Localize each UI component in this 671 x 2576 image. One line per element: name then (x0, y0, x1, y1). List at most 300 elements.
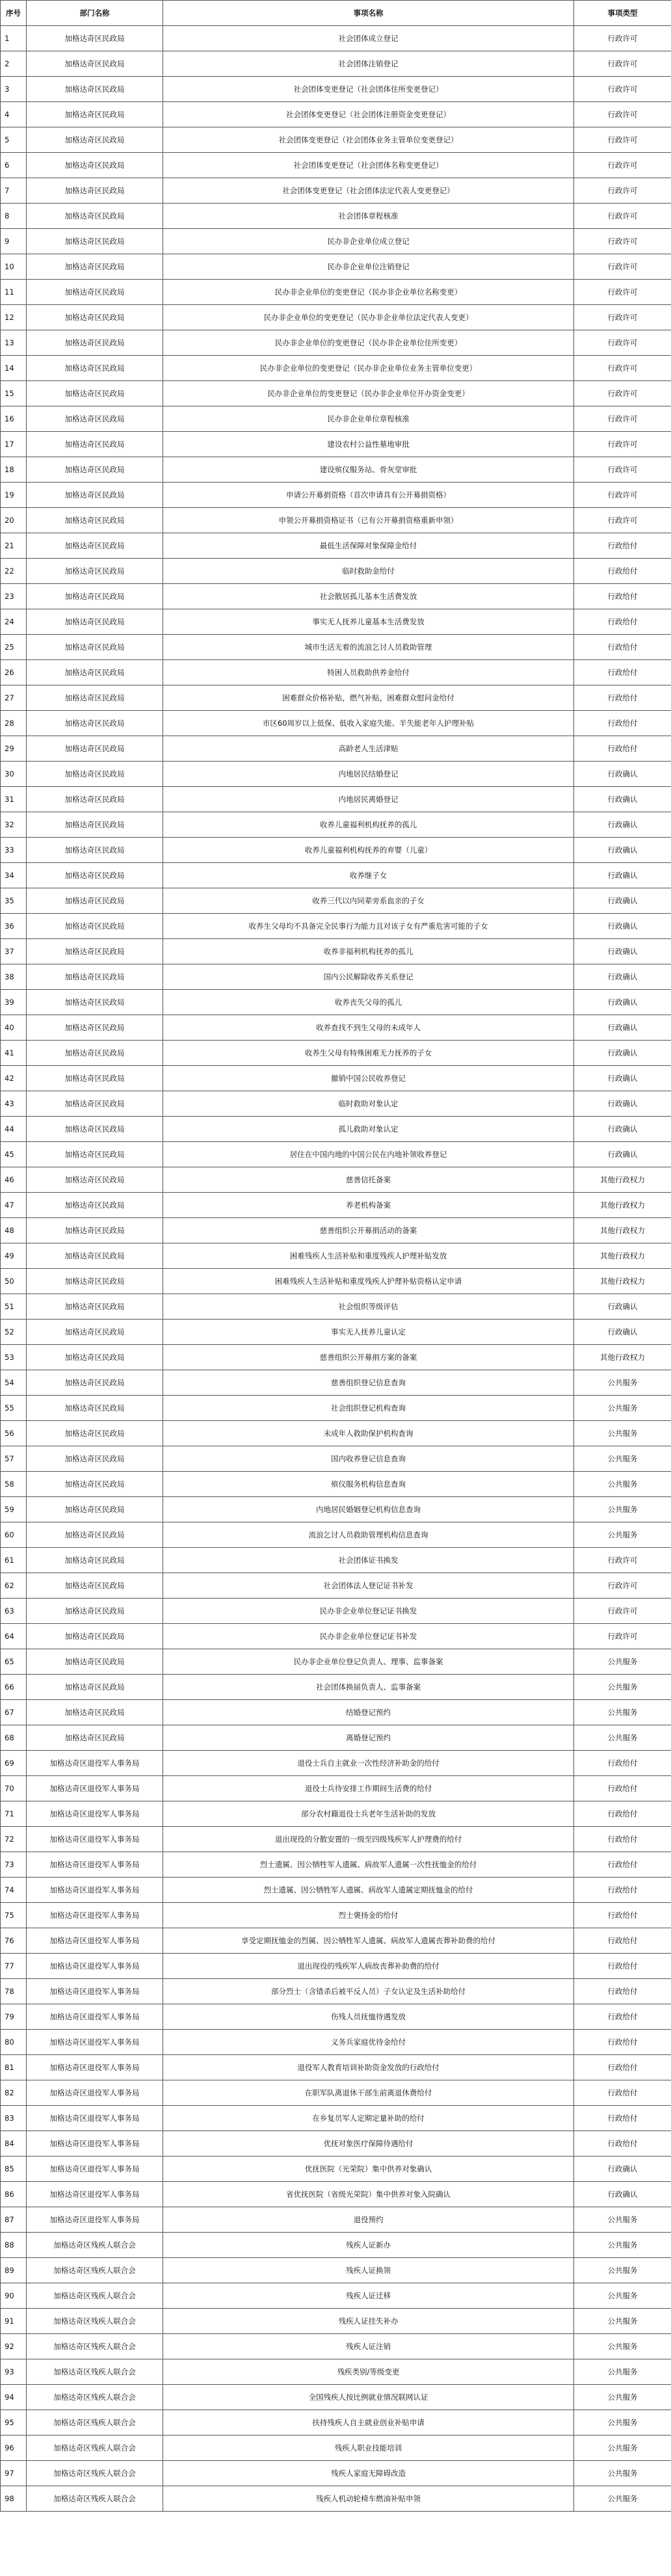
table-row (1, 1066, 671, 1091)
department-cell: 加格达奇区残疾人联合会 (27, 2486, 163, 2512)
item-name-cell: 收养三代以内同辈旁系血亲的子女 (163, 888, 574, 914)
item-type-cell: 行政确认 (574, 888, 671, 914)
item-type-cell: 行政许可 (574, 26, 671, 51)
serial-cell: 90 (1, 2283, 27, 2309)
department-cell: 加格达奇区民政局 (27, 508, 163, 533)
item-type-cell: 行政许可 (574, 77, 671, 102)
item-name-cell: 困难群众价格补贴，燃气补贴，困难群众慰问金给付 (163, 685, 574, 711)
item-name-cell: 撤销中国公民收养登记 (163, 1066, 574, 1091)
item-type-cell: 公共服务 (574, 1725, 671, 1751)
serial-cell: 2 (1, 51, 27, 77)
table-row (1, 533, 671, 559)
item-name-cell: 慈善组织公开募捐方案的备案 (163, 1345, 574, 1370)
table-row (1, 838, 671, 863)
serial-cell: 47 (1, 1193, 27, 1218)
serial-cell: 33 (1, 838, 27, 863)
item-type-cell: 行政确认 (574, 990, 671, 1015)
department-cell: 加格达奇区民政局 (27, 1269, 163, 1294)
serial-cell: 88 (1, 2233, 27, 2258)
serial-cell: 3 (1, 77, 27, 102)
item-type-cell: 行政给付 (574, 660, 671, 685)
item-name-cell: 残疾人证迁移 (163, 2283, 574, 2309)
serial-cell: 96 (1, 2436, 27, 2461)
serial-cell: 69 (1, 1751, 27, 1776)
item-name-cell: 社会团体法人登记证书补发 (163, 1573, 574, 1599)
item-type-cell: 行政给付 (574, 1903, 671, 1928)
serial-cell: 64 (1, 1624, 27, 1649)
item-name-cell: 省优抚医院（省级光荣院）集中供养对象入院确认 (163, 2182, 574, 2207)
serial-cell: 30 (1, 762, 27, 787)
item-name-cell: 收养继子女 (163, 863, 574, 888)
serial-cell: 86 (1, 2182, 27, 2207)
table-row (1, 1041, 671, 1066)
table-row (1, 736, 671, 762)
serial-cell: 68 (1, 1725, 27, 1751)
serial-cell: 41 (1, 1041, 27, 1066)
table-row (1, 305, 671, 330)
item-name-cell: 孤儿救助对象认定 (163, 1117, 574, 1142)
item-name-cell: 民办非企业单位登记证书补发 (163, 1624, 574, 1649)
department-cell: 加格达奇区民政局 (27, 381, 163, 406)
item-type-cell: 其他行政权力 (574, 1167, 671, 1193)
serial-cell: 76 (1, 1928, 27, 1954)
table-row (1, 1954, 671, 1979)
table-row (1, 2486, 671, 2512)
department-cell: 加格达奇区民政局 (27, 254, 163, 280)
department-cell: 加格达奇区民政局 (27, 77, 163, 102)
item-type-cell: 行政给付 (574, 1776, 671, 1801)
serial-cell: 28 (1, 711, 27, 736)
department-cell: 加格达奇区退役军人事务局 (27, 1751, 163, 1776)
serial-cell: 59 (1, 1497, 27, 1522)
item-type-cell: 行政确认 (574, 787, 671, 812)
table-row (1, 2334, 671, 2359)
department-cell: 加格达奇区残疾人联合会 (27, 2410, 163, 2436)
serial-cell: 8 (1, 204, 27, 229)
item-name-cell: 殡仪服务机构信息查询 (163, 1472, 574, 1497)
item-name-cell: 在职军队离退休干部生前离退休费给付 (163, 2080, 574, 2106)
table-row (1, 2030, 671, 2055)
item-type-cell: 公共服务 (574, 1396, 671, 1421)
serial-cell: 58 (1, 1472, 27, 1497)
serial-cell: 78 (1, 1979, 27, 2004)
table-row (1, 1599, 671, 1624)
table-row (1, 432, 671, 457)
header-item-name: 事项名称 (163, 1, 574, 26)
department-cell: 加格达奇区民政局 (27, 1675, 163, 1700)
item-name-cell: 高龄老人生活津贴 (163, 736, 574, 762)
item-type-cell: 行政给付 (574, 685, 671, 711)
item-name-cell: 部分烈士（含错杀后被平反人员）子女认定及生活补助给付 (163, 1979, 574, 2004)
table-row (1, 2283, 671, 2309)
item-name-cell: 民办非企业单位登记负责人、理事、监事备案 (163, 1649, 574, 1675)
serial-cell: 50 (1, 1269, 27, 1294)
department-cell: 加格达奇区残疾人联合会 (27, 2258, 163, 2283)
item-name-cell: 社会团体注销登记 (163, 51, 574, 77)
serial-cell: 24 (1, 609, 27, 635)
item-name-cell: 残疾人职业技能培训 (163, 2436, 574, 2461)
serial-cell: 40 (1, 1015, 27, 1041)
serial-cell: 13 (1, 330, 27, 356)
department-cell: 加格达奇区退役军人事务局 (27, 1852, 163, 1878)
serial-cell: 5 (1, 127, 27, 153)
department-cell: 加格达奇区民政局 (27, 1446, 163, 1472)
item-name-cell: 城市生活无着的流浪乞讨人员救助管理 (163, 635, 574, 660)
department-cell: 加格达奇区民政局 (27, 1041, 163, 1066)
serial-cell: 79 (1, 2004, 27, 2030)
department-cell: 加格达奇区民政局 (27, 584, 163, 609)
table-row (1, 26, 671, 51)
department-cell: 加格达奇区残疾人联合会 (27, 2436, 163, 2461)
item-type-cell: 行政给付 (574, 609, 671, 635)
table-row (1, 1497, 671, 1522)
table-row (1, 127, 671, 153)
item-name-cell: 收养非福利机构抚养的孤儿 (163, 939, 574, 964)
serial-cell: 98 (1, 2486, 27, 2512)
item-name-cell: 社会散居孤儿基本生活费发放 (163, 584, 574, 609)
table-row (1, 1573, 671, 1599)
item-type-cell: 公共服务 (574, 2410, 671, 2436)
table-row (1, 863, 671, 888)
serial-cell: 77 (1, 1954, 27, 1979)
department-cell: 加格达奇区民政局 (27, 432, 163, 457)
item-type-cell: 行政许可 (574, 204, 671, 229)
department-cell: 加格达奇区民政局 (27, 1091, 163, 1117)
table-row (1, 609, 671, 635)
table-row (1, 2106, 671, 2131)
table-row (1, 280, 671, 305)
table-row (1, 990, 671, 1015)
item-type-cell: 行政许可 (574, 356, 671, 381)
item-name-cell: 退役军人教育培训补助资金发放的行政给付 (163, 2055, 574, 2080)
item-name-cell: 社会团体变更登记（社会团体法定代表人变更登记） (163, 178, 574, 204)
item-name-cell: 社会团体成立登记 (163, 26, 574, 51)
table-row (1, 660, 671, 685)
table-row (1, 2055, 671, 2080)
department-cell: 加格达奇区民政局 (27, 51, 163, 77)
item-type-cell: 行政确认 (574, 1041, 671, 1066)
table-row (1, 762, 671, 787)
table-row (1, 685, 671, 711)
table-row (1, 229, 671, 254)
item-name-cell: 部分农村籍退役士兵老年生活补助的发放 (163, 1801, 574, 1827)
serial-cell: 49 (1, 1243, 27, 1269)
serial-cell: 80 (1, 2030, 27, 2055)
department-cell: 加格达奇区民政局 (27, 1320, 163, 1345)
department-cell: 加格达奇区退役军人事务局 (27, 2207, 163, 2233)
serial-cell: 48 (1, 1218, 27, 1243)
item-type-cell: 公共服务 (574, 2334, 671, 2359)
serial-cell: 19 (1, 483, 27, 508)
item-type-cell: 行政给付 (574, 736, 671, 762)
item-name-cell: 社会团体变更登记（社会团体注册资金变更登记） (163, 102, 574, 127)
item-name-cell: 社会组织等级评估 (163, 1294, 574, 1320)
item-name-cell: 民办非企业单位的变更登记（民办非企业单位业务主管单位变更） (163, 356, 574, 381)
department-cell: 加格达奇区民政局 (27, 1649, 163, 1675)
item-name-cell: 临时救助对象认定 (163, 1091, 574, 1117)
serial-cell: 18 (1, 457, 27, 483)
item-name-cell: 困难残疾人生活补贴和重度残疾人护理补贴发放 (163, 1243, 574, 1269)
item-name-cell: 社会团体换届负责人、监事备案 (163, 1675, 574, 1700)
item-type-cell: 行政给付 (574, 2004, 671, 2030)
item-type-cell: 行政许可 (574, 508, 671, 533)
serial-cell: 62 (1, 1573, 27, 1599)
table-row (1, 508, 671, 533)
table-row (1, 1548, 671, 1573)
item-name-cell: 结婚登记预约 (163, 1700, 574, 1725)
department-cell: 加格达奇区民政局 (27, 1522, 163, 1548)
serial-cell: 12 (1, 305, 27, 330)
item-type-cell: 公共服务 (574, 1421, 671, 1446)
serial-cell: 95 (1, 2410, 27, 2436)
header-row (1, 1, 671, 26)
serial-cell: 97 (1, 2461, 27, 2486)
item-name-cell: 内地居民离婚登记 (163, 787, 574, 812)
item-type-cell: 行政许可 (574, 1624, 671, 1649)
table-row (1, 1776, 671, 1801)
department-cell: 加格达奇区民政局 (27, 1117, 163, 1142)
item-name-cell: 收养儿童福利机构抚养的孤儿 (163, 812, 574, 838)
item-type-cell: 行政确认 (574, 1015, 671, 1041)
department-cell: 加格达奇区民政局 (27, 736, 163, 762)
item-type-cell: 行政许可 (574, 305, 671, 330)
department-cell: 加格达奇区残疾人联合会 (27, 2385, 163, 2410)
item-type-cell: 行政给付 (574, 1852, 671, 1878)
serial-cell: 84 (1, 2131, 27, 2157)
serial-cell: 11 (1, 280, 27, 305)
department-cell: 加格达奇区退役军人事务局 (27, 1928, 163, 1954)
department-cell: 加格达奇区民政局 (27, 127, 163, 153)
item-name-cell: 流浪乞讨人员救助管理机构信息查询 (163, 1522, 574, 1548)
item-type-cell: 其他行政权力 (574, 1218, 671, 1243)
department-cell: 加格达奇区民政局 (27, 1725, 163, 1751)
item-type-cell: 行政许可 (574, 153, 671, 178)
item-type-cell: 公共服务 (574, 2436, 671, 2461)
table-row (1, 1294, 671, 1320)
serial-cell: 63 (1, 1599, 27, 1624)
table-row (1, 1269, 671, 1294)
item-name-cell: 社会团体变更登记（社会团体名称变更登记） (163, 153, 574, 178)
serial-cell: 82 (1, 2080, 27, 2106)
table-row (1, 1979, 671, 2004)
department-cell: 加格达奇区残疾人联合会 (27, 2309, 163, 2334)
table-row (1, 1243, 671, 1269)
serial-cell: 31 (1, 787, 27, 812)
department-cell: 加格达奇区民政局 (27, 1243, 163, 1269)
table-row (1, 330, 671, 356)
serial-cell: 7 (1, 178, 27, 204)
header-serial: 序号 (1, 1, 27, 26)
table-row (1, 1725, 671, 1751)
table-row (1, 559, 671, 584)
department-cell: 加格达奇区退役军人事务局 (27, 1827, 163, 1852)
serial-cell: 93 (1, 2359, 27, 2385)
item-name-cell: 国内收养登记信息查询 (163, 1446, 574, 1472)
item-type-cell: 行政许可 (574, 229, 671, 254)
item-type-cell: 行政许可 (574, 432, 671, 457)
item-type-cell: 行政许可 (574, 406, 671, 432)
department-cell: 加格达奇区民政局 (27, 153, 163, 178)
table-row (1, 1396, 671, 1421)
table-row (1, 2410, 671, 2436)
item-type-cell: 公共服务 (574, 1497, 671, 1522)
item-type-cell: 行政确认 (574, 1320, 671, 1345)
serial-cell: 17 (1, 432, 27, 457)
header-department: 部门名称 (27, 1, 163, 26)
item-name-cell: 特困人员救助供养金给付 (163, 660, 574, 685)
department-cell: 加格达奇区民政局 (27, 1573, 163, 1599)
serial-cell: 16 (1, 406, 27, 432)
table-row (1, 2359, 671, 2385)
item-type-cell: 行政许可 (574, 102, 671, 127)
item-type-cell: 公共服务 (574, 2486, 671, 2512)
table-row (1, 1928, 671, 1954)
item-name-cell: 困难残疾人生活补贴和重度残疾人护理补贴资格认定申请 (163, 1269, 574, 1294)
serial-cell: 89 (1, 2258, 27, 2283)
serial-cell: 85 (1, 2157, 27, 2182)
item-name-cell: 收养生父母有特殊困难无力抚养的子女 (163, 1041, 574, 1066)
serial-cell: 37 (1, 939, 27, 964)
department-cell: 加格达奇区退役军人事务局 (27, 1776, 163, 1801)
department-cell: 加格达奇区民政局 (27, 559, 163, 584)
department-cell: 加格达奇区退役军人事务局 (27, 2106, 163, 2131)
item-type-cell: 行政许可 (574, 381, 671, 406)
department-cell: 加格达奇区民政局 (27, 1700, 163, 1725)
table-row (1, 1421, 671, 1446)
table-row (1, 1522, 671, 1548)
department-cell: 加格达奇区民政局 (27, 1472, 163, 1497)
item-type-cell: 行政给付 (574, 2030, 671, 2055)
item-type-cell: 公共服务 (574, 2385, 671, 2410)
item-type-cell: 行政许可 (574, 51, 671, 77)
item-name-cell: 最低生活保障对象保障金给付 (163, 533, 574, 559)
item-name-cell: 申请公开募捐资格（首次申请具有公开募捐资格） (163, 483, 574, 508)
table-row (1, 1801, 671, 1827)
department-cell: 加格达奇区民政局 (27, 1066, 163, 1091)
table-row (1, 2461, 671, 2486)
table-row (1, 2233, 671, 2258)
department-cell: 加格达奇区退役军人事务局 (27, 1903, 163, 1928)
item-type-cell: 行政许可 (574, 280, 671, 305)
item-type-cell: 行政给付 (574, 635, 671, 660)
table-row (1, 1345, 671, 1370)
item-type-cell: 行政确认 (574, 2157, 671, 2182)
serial-cell: 36 (1, 914, 27, 939)
department-cell: 加格达奇区民政局 (27, 1142, 163, 1167)
item-type-cell: 行政给付 (574, 711, 671, 736)
table-row (1, 178, 671, 204)
item-name-cell: 养老机构备案 (163, 1193, 574, 1218)
table-row (1, 406, 671, 432)
department-cell: 加格达奇区民政局 (27, 178, 163, 204)
item-name-cell: 建设农村公益性墓地审批 (163, 432, 574, 457)
item-name-cell: 残疾人证新办 (163, 2233, 574, 2258)
department-cell: 加格达奇区退役军人事务局 (27, 2030, 163, 2055)
department-cell: 加格达奇区民政局 (27, 863, 163, 888)
item-name-cell: 收养儿童福利机构抚养的弃婴（儿童） (163, 838, 574, 863)
table-row (1, 1370, 671, 1396)
department-cell: 加格达奇区民政局 (27, 204, 163, 229)
item-type-cell: 其他行政权力 (574, 1243, 671, 1269)
table-row (1, 1142, 671, 1167)
item-type-cell: 公共服务 (574, 2309, 671, 2334)
item-name-cell: 享受定期抚恤金的烈属、因公牺牲军人遗属、病故军人遗属丧葬补助费的给付 (163, 1928, 574, 1954)
table-row (1, 2258, 671, 2283)
item-name-cell: 残疾人证注销 (163, 2334, 574, 2359)
item-type-cell: 行政许可 (574, 457, 671, 483)
serial-cell: 51 (1, 1294, 27, 1320)
serial-cell: 75 (1, 1903, 27, 1928)
table-row (1, 1700, 671, 1725)
table-row (1, 2309, 671, 2334)
item-name-cell: 退役士兵自主就业一次性经济补助金的给付 (163, 1751, 574, 1776)
table-row (1, 457, 671, 483)
department-cell: 加格达奇区残疾人联合会 (27, 2283, 163, 2309)
serial-cell: 91 (1, 2309, 27, 2334)
item-type-cell: 行政给付 (574, 1827, 671, 1852)
department-cell: 加格达奇区退役军人事务局 (27, 1979, 163, 2004)
item-name-cell: 退役士兵待安排工作期间生活费的给付 (163, 1776, 574, 1801)
table-row (1, 2131, 671, 2157)
serial-cell: 9 (1, 229, 27, 254)
item-type-cell: 公共服务 (574, 1649, 671, 1675)
department-cell: 加格达奇区退役军人事务局 (27, 2131, 163, 2157)
item-name-cell: 民办非企业单位的变更登记（民办非企业单位住所变更） (163, 330, 574, 356)
item-name-cell: 民办非企业单位的变更登记（民办非企业单位名称变更） (163, 280, 574, 305)
department-cell: 加格达奇区残疾人联合会 (27, 2334, 163, 2359)
item-name-cell: 临时救助金给付 (163, 559, 574, 584)
item-type-cell: 行政许可 (574, 1573, 671, 1599)
department-cell: 加格达奇区民政局 (27, 1599, 163, 1624)
department-cell: 加格达奇区残疾人联合会 (27, 2461, 163, 2486)
item-name-cell: 烈士褒扬金的给付 (163, 1903, 574, 1928)
table-row (1, 102, 671, 127)
item-type-cell: 行政许可 (574, 330, 671, 356)
table-row (1, 1852, 671, 1878)
item-type-cell: 行政给付 (574, 1979, 671, 2004)
table-row (1, 1446, 671, 1472)
item-name-cell: 事实无人抚养儿童认定 (163, 1320, 574, 1345)
item-type-cell: 行政给付 (574, 2080, 671, 2106)
serial-cell: 66 (1, 1675, 27, 1700)
serial-cell: 21 (1, 533, 27, 559)
item-name-cell: 优抚医院（光荣院）集中供养对象确认 (163, 2157, 574, 2182)
table-row (1, 888, 671, 914)
serial-cell: 10 (1, 254, 27, 280)
department-cell: 加格达奇区民政局 (27, 685, 163, 711)
item-type-cell: 公共服务 (574, 1446, 671, 1472)
table-row (1, 914, 671, 939)
department-cell: 加格达奇区民政局 (27, 1421, 163, 1446)
item-type-cell: 行政确认 (574, 1091, 671, 1117)
item-name-cell: 残疾人证挂失补办 (163, 2309, 574, 2334)
item-type-cell: 行政确认 (574, 762, 671, 787)
item-name-cell: 扶持残疾人自主就业创业补贴申请 (163, 2410, 574, 2436)
table-row (1, 1472, 671, 1497)
item-type-cell: 行政确认 (574, 838, 671, 863)
item-type-cell: 行政给付 (574, 1954, 671, 1979)
table-row (1, 1117, 671, 1142)
item-name-cell: 残疾人家庭无障碍改造 (163, 2461, 574, 2486)
department-cell: 加格达奇区民政局 (27, 762, 163, 787)
department-cell: 加格达奇区退役军人事务局 (27, 2080, 163, 2106)
department-cell: 加格达奇区民政局 (27, 305, 163, 330)
item-name-cell: 在乡复员军人定期定量补助的给付 (163, 2106, 574, 2131)
item-name-cell: 烈士遗属、因公牺牲军人遗属、病故军人遗属一次性抚恤金的给付 (163, 1852, 574, 1878)
item-type-cell: 公共服务 (574, 1522, 671, 1548)
department-cell: 加格达奇区民政局 (27, 914, 163, 939)
item-name-cell: 未成年人救助保护机构查询 (163, 1421, 574, 1446)
